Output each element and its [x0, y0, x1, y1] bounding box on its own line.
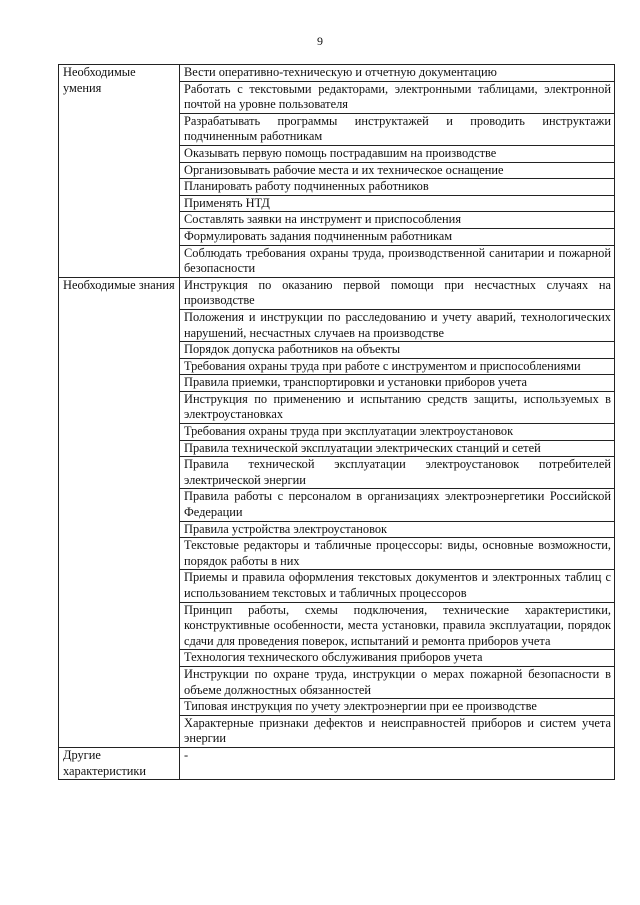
requirement-item: Составлять заявки на инструмент и приспособления [180, 212, 615, 229]
requirement-item: Инструкция по применению и испытанию средств защиты, используемых в электроустановках [180, 391, 615, 423]
requirement-item: Инструкции по охране труда, инструкции о мерах пожарной безопасности в объеме должностных обязанностей [180, 666, 615, 698]
requirement-item: Планировать работу подчиненных работников [180, 179, 615, 196]
requirement-item: Правила технической эксплуатации электрических станций и сетей [180, 440, 615, 457]
requirement-item: Приемы и правила оформления текстовых документов и электронных таблиц с использованием текстовых и табличных процессоров [180, 570, 615, 602]
requirement-item: Применять НТД [180, 195, 615, 212]
requirement-item: Вести оперативно-техническую и отчетную документацию [180, 65, 615, 82]
requirement-item: Правила приемки, транспортировки и установки приборов учета [180, 375, 615, 392]
requirement-item: Требования охраны труда при эксплуатации электроустановок [180, 424, 615, 441]
page-number: 9 [317, 34, 323, 48]
requirement-item: Формулировать задания подчиненным работникам [180, 228, 615, 245]
section-label: Другие характеристики [59, 747, 180, 779]
requirement-item: Правила устройства электроустановок [180, 521, 615, 538]
section-label: Необходимые умения [59, 65, 180, 278]
requirement-item: Технология технического обслуживания приборов учета [180, 650, 615, 667]
requirement-item: - [180, 747, 615, 779]
requirement-item: Характерные признаки дефектов и неисправностей приборов и систем учета энергии [180, 715, 615, 747]
requirement-item: Порядок допуска работников на объекты [180, 342, 615, 359]
requirement-item: Положения и инструкции по расследованию и учету аварий, технологических нарушений, несчастных случаев на производстве [180, 309, 615, 341]
requirement-item: Разрабатывать программы инструктажей и проводить инструктажи подчиненным работникам [180, 113, 615, 145]
table-row [59, 747, 615, 779]
requirement-item: Принцип работы, схемы подключения, технические характеристики, конструктивные особенности, места установки, правила эксплуатации, порядок сдачи для проведения поверок, испытаний и ремонта приборов учета [180, 602, 615, 650]
requirements-table [58, 64, 615, 780]
requirement-item: Инструкция по оказанию первой помощи при несчастных случаях на производстве [180, 277, 615, 309]
requirement-item: Оказывать первую помощь пострадавшим на производстве [180, 145, 615, 162]
requirement-item: Требования охраны труда при работе с инструментом и приспособлениями [180, 358, 615, 375]
requirement-item: Текстовые редакторы и табличные процессоры: виды, основные возможности, порядок работы в них [180, 538, 615, 570]
requirement-item: Типовая инструкция по учету электроэнергии при ее производстве [180, 699, 615, 716]
requirements-table-body [59, 65, 615, 780]
requirement-item: Работать с текстовыми редакторами, электронными таблицами, электронной почтой на уровне пользователя [180, 81, 615, 113]
table-row [59, 65, 615, 82]
requirement-item: Правила технической эксплуатации электроустановок потребителей электрической энергии [180, 457, 615, 489]
table-row [59, 277, 615, 309]
requirement-item: Правила работы с персоналом в организациях электроэнергетики Российской Федерации [180, 489, 615, 521]
section-label: Необходимые знания [59, 277, 180, 747]
requirement-item: Организовывать рабочие места и их техническое оснащение [180, 162, 615, 179]
requirement-item: Соблюдать требования охраны труда, производственной санитарии и пожарной безопасности [180, 245, 615, 277]
